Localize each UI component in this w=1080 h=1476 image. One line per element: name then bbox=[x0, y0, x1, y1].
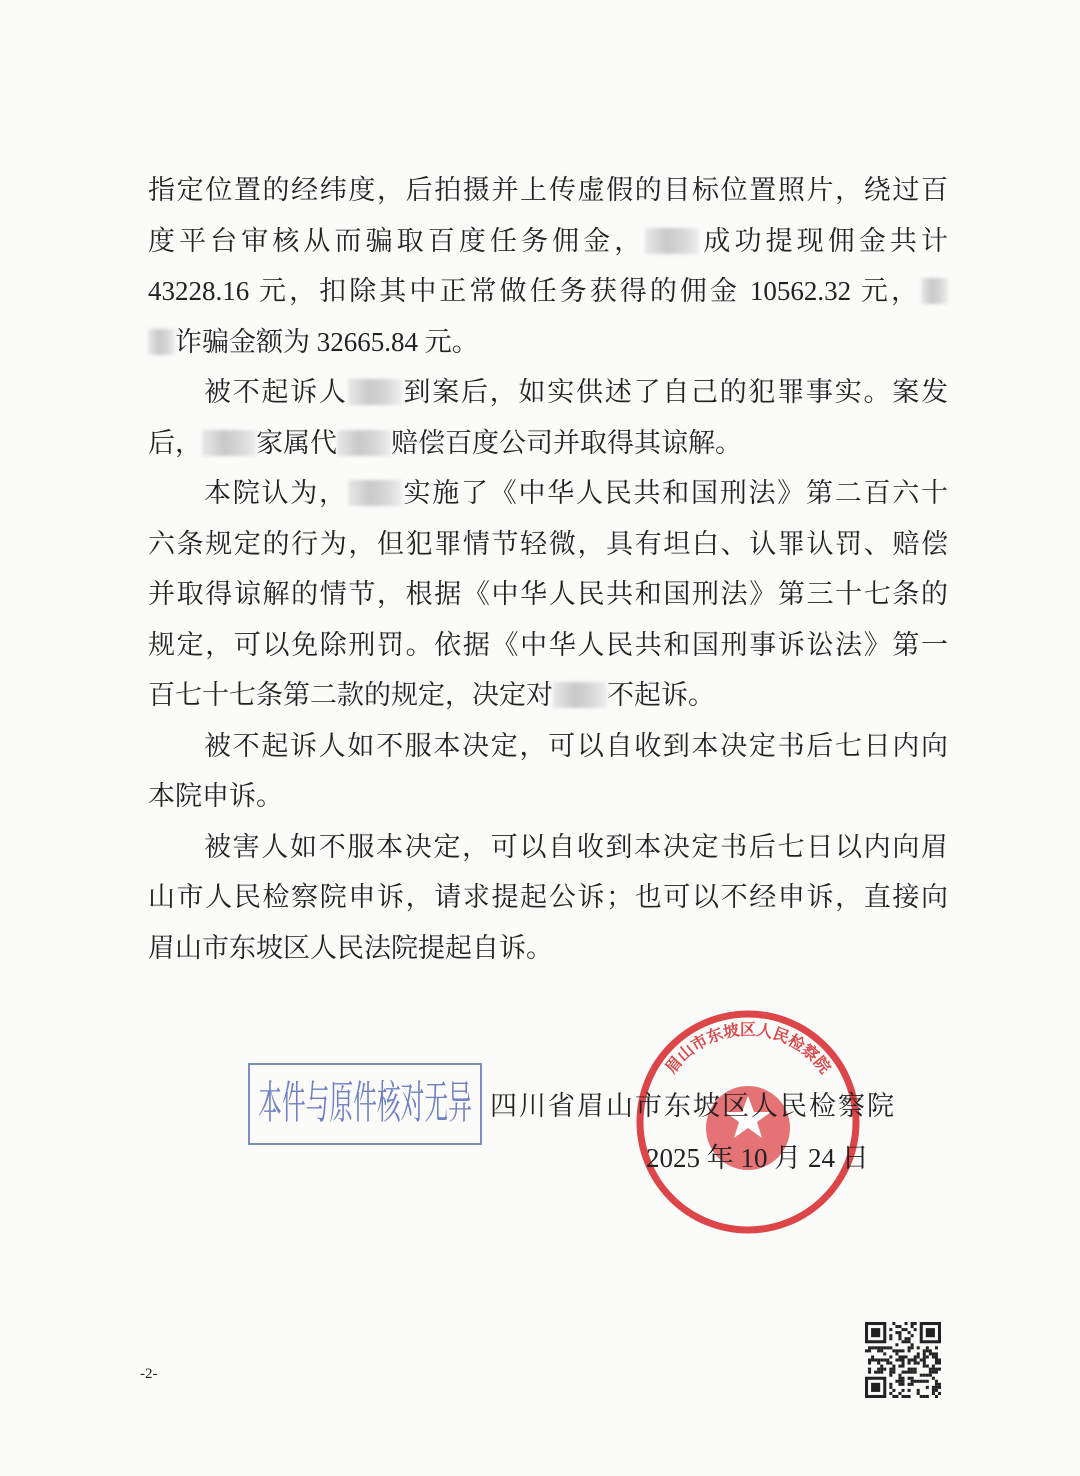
text-line bbox=[148, 418, 948, 469]
text-line bbox=[148, 872, 948, 923]
redacted-name bbox=[348, 480, 402, 506]
text-segment: 诈骗金额为 32665.84 元。 bbox=[175, 326, 479, 357]
text-segment: 指定位置的经纬度，后拍摄并上传虚假的目标位置照片，绕过百 bbox=[148, 175, 948, 205]
redacted-name bbox=[348, 379, 402, 405]
qr-code-icon[interactable] bbox=[864, 1322, 942, 1398]
text-segment: 被不起诉人 bbox=[204, 377, 348, 407]
verification-stamp-text: 本件与原件核对无异 bbox=[258, 1077, 472, 1129]
svg-text:眉山市东坡区人民检察院: 眉山市东坡区人民检察院 bbox=[661, 1019, 835, 1078]
text-line bbox=[148, 165, 948, 216]
issuing-organization: 四川省眉山市东坡区人民检察院 bbox=[490, 1091, 896, 1121]
text-segment: 本院认为， bbox=[204, 478, 348, 508]
redacted-name bbox=[645, 228, 699, 254]
text-segment: 本院申诉。 bbox=[148, 781, 283, 811]
text-line bbox=[148, 721, 948, 772]
verification-stamp bbox=[248, 1063, 482, 1145]
text-line bbox=[148, 822, 948, 873]
text-segment: 六条规定的行为，但犯罪情节轻微，具有坦白、认罪认罚、赔偿 bbox=[148, 528, 948, 559]
redacted-name bbox=[202, 430, 256, 456]
text-line bbox=[148, 317, 948, 368]
redacted-name bbox=[337, 430, 391, 456]
text-line bbox=[148, 519, 948, 570]
text-segment: 度平台审核从而骗取百度任务佣金， bbox=[148, 225, 646, 256]
document-date: 2025 年 10 月 24 日 bbox=[646, 1143, 869, 1173]
text-line bbox=[148, 468, 948, 519]
text-line bbox=[148, 670, 948, 721]
text-segment: 到案后，如实供述了自己的犯罪事实。案发 bbox=[401, 377, 948, 407]
redacted-name bbox=[921, 278, 948, 304]
text-line bbox=[148, 367, 948, 418]
document-body bbox=[148, 165, 948, 973]
text-segment: 实施了《中华人民共和国刑法》第二百六十 bbox=[401, 478, 948, 508]
text-segment: 成功提现佣金共计 bbox=[699, 225, 949, 256]
text-segment: 并取得谅解的情节，根据《中华人民共和国刑法》第三十七条的 bbox=[148, 579, 948, 609]
page-number: -2- bbox=[140, 1366, 158, 1382]
text-segment: 后， bbox=[148, 427, 202, 458]
text-segment: 百七十七条第二款的规定，决定对 bbox=[148, 680, 553, 710]
redacted-name bbox=[148, 329, 175, 355]
text-segment: 被害人如不服本决定，可以自收到本决定书后七日以内向眉 bbox=[204, 831, 948, 862]
text-segment: 规定，可以免除刑罚。依据《中华人民共和国刑事诉讼法》第一 bbox=[148, 629, 948, 660]
text-line bbox=[148, 266, 948, 317]
text-line bbox=[148, 216, 948, 267]
text-line bbox=[148, 620, 948, 671]
text-segment: 被不起诉人如不服本决定，可以自收到本决定书后七日内向 bbox=[204, 730, 948, 761]
text-segment: 不起诉。 bbox=[607, 680, 715, 710]
redacted-name bbox=[553, 682, 607, 708]
text-segment: 43228.16 元，扣除其中正常做任务获得的佣金 10562.32 元， bbox=[148, 276, 921, 306]
text-line bbox=[148, 923, 948, 974]
text-segment: 山市人民检察院申诉，请求提起公诉；也可以不经申诉，直接向 bbox=[148, 882, 948, 912]
text-segment: 家属代 bbox=[256, 427, 337, 458]
text-segment: 赔偿百度公司并取得其谅解。 bbox=[391, 427, 742, 458]
text-line bbox=[148, 771, 948, 822]
text-segment: 眉山市东坡区人民法院提起自诉。 bbox=[148, 932, 553, 963]
text-line bbox=[148, 569, 948, 620]
